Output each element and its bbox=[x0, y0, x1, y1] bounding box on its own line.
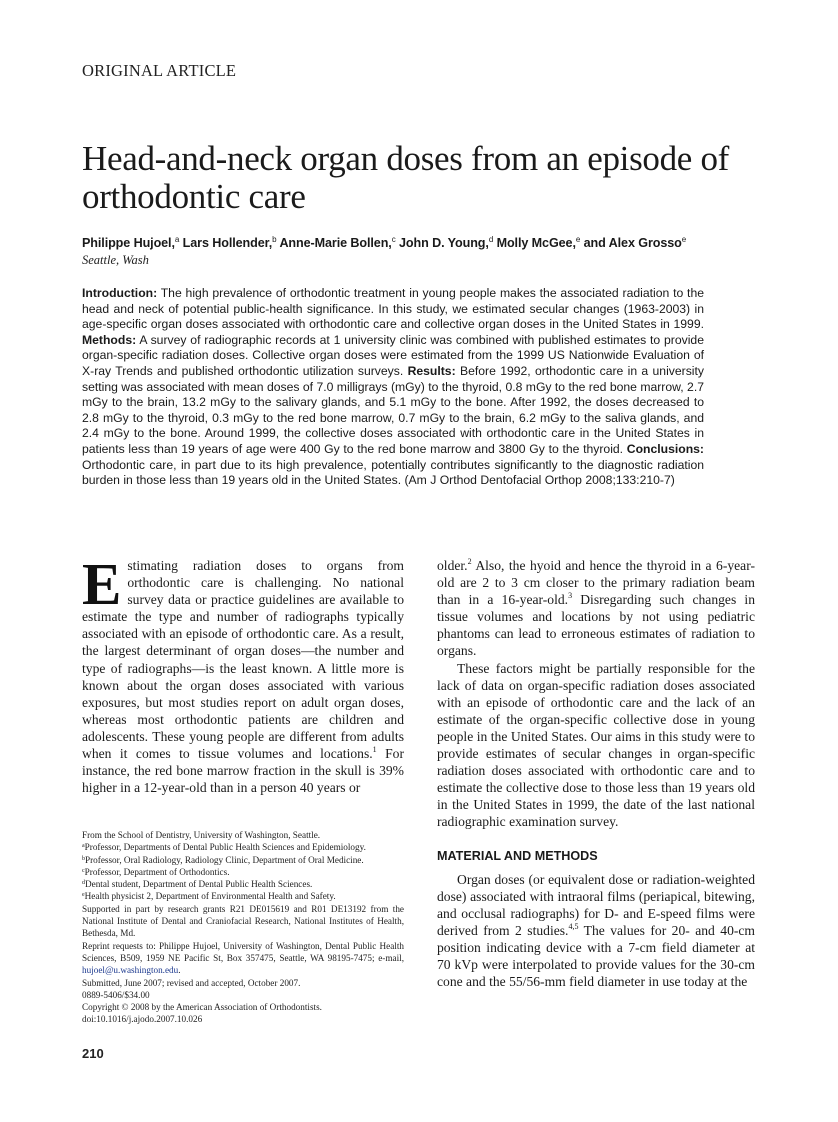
reference-link[interactable]: 1 bbox=[372, 745, 377, 755]
affiliation-mark: d bbox=[82, 880, 85, 887]
abstract-results-label: Results: bbox=[407, 363, 456, 378]
abstract-intro-text: The high prevalence of orthodontic treatment in young people makes the associated radiation to the head and neck of potential public-health significance. In this study, we estimated secular changes (1963-2003) in age-specific organ doses associated with orthodontic care and collective organ doses in the United States in 1999. bbox=[82, 286, 704, 332]
affiliation-mark: b bbox=[82, 855, 85, 862]
body-paragraph bbox=[437, 871, 755, 991]
reprint-text: Reprint requests to: Philippe Hujoel, University of Washington, Dental Public Health Sciences, B509, 1959 NE Pacific St, Box 357475, Seattle, WA 98195-7475; e-mail, bbox=[82, 940, 404, 963]
abstract-methods-label: Methods: bbox=[82, 332, 137, 347]
paragraph-text: Also, the hyoid and hence the thyroid in a 6-year-old are 2 to 3 cm closer to the primary radiation beam than in a 16-year-old. bbox=[437, 558, 755, 608]
abstract-methods-text: A survey of radiographic records at 1 university clinic was combined with published estimates to provide organ-specific radiation doses. Collective organ doses were estimated from the 1999 US Nationwide Evaluation of X-ray Trends and published orthodontic utilization surveys. bbox=[82, 332, 704, 378]
affiliation-mark: c bbox=[391, 235, 396, 244]
footnote-price: 0889-5406/$34.00 bbox=[82, 989, 150, 1000]
author-location: Seattle, Wash bbox=[82, 253, 149, 267]
page-number: 210 bbox=[82, 1046, 104, 1061]
paragraph-text: Disregarding such changes in tissue volumes and locations by not using pediatric phantoms can lead to erroneous estimates of radiation to organs. bbox=[437, 592, 755, 659]
affiliation-mark: c bbox=[82, 867, 85, 874]
footnote-institution: From the School of Dentistry, University of Washington, Seattle. bbox=[82, 830, 321, 840]
affiliation-text: Professor, Departments of Dental Public Health Sciences and Epidemiology. bbox=[84, 842, 366, 853]
abstract bbox=[82, 286, 704, 489]
article-title: Head-and-neck organ doses from an episode of orthodontic care bbox=[82, 139, 730, 216]
reprint-text: . bbox=[178, 965, 181, 976]
author-name: Lars Hollender, bbox=[182, 236, 273, 250]
footnotes bbox=[82, 829, 404, 1026]
drop-cap: E bbox=[82, 551, 122, 617]
author-name: Philippe Hujoel, bbox=[82, 236, 175, 250]
footnote-copyright: Copyright © 2008 by the American Association of Orthodontists. bbox=[82, 1002, 322, 1013]
email-link[interactable]: hujoel@u.washington.edu bbox=[82, 965, 179, 976]
abstract-intro-label: Introduction: bbox=[82, 286, 158, 300]
paragraph-text: stimating radiation doses to organs from orthodontic care is challenging. No national survey data or practice guidelines are available to estimate the type and number of radiographs typically associated with an episode of orthodontic care. As a result, the largest determinant of organ doses—the number and type of radiographs—is the least known. A little more is known about the organ doses associated with various exposures, but most studies report on adult organ doses, whereas most orthodontic patients are children and adolescents. These young people are different from adults when it comes to tissue volumes and locations. bbox=[82, 558, 404, 762]
abstract-conclusions-text: Orthodontic care, in part due to its high prevalence, potentially contributes significantly to the diagnostic radiation burden in those less than 19 years old in the United States. (Am J Orthod Dentofacial Orthop 2008;133:210-7) bbox=[82, 457, 704, 488]
footnote-reprint bbox=[82, 940, 404, 977]
body-column-right bbox=[437, 557, 755, 990]
paragraph-text: The values for 20- and 40-cm position indicating device with a 7-cm field diameter at 70 kVp were interpolated to provide values for the 30-cm cone and the 55/56-mm field diameter in use today at the bbox=[437, 922, 755, 990]
footnote-affiliation bbox=[82, 854, 404, 866]
author-name: John D. Young, bbox=[399, 236, 489, 250]
abstract-conclusions-label: Conclusions: bbox=[626, 441, 704, 456]
affiliation-mark: a bbox=[174, 235, 180, 244]
affiliation-text: Professor, Oral Radiology, Radiology Clinic, Department of Oral Medicine. bbox=[85, 854, 364, 865]
body-paragraph bbox=[82, 551, 404, 796]
footnote-support: Supported in part by research grants R21 DE015619 and R01 DE13192 from the National Institute of Dental and Craniofacial Research, National Institutes of Health, Bethesda, Md. bbox=[82, 903, 404, 939]
footnote-submitted: Submitted, June 2007; revised and accepted, October 2007. bbox=[82, 977, 301, 988]
paragraph-text: older. bbox=[437, 558, 468, 573]
abstract-results-text: Before 1992, orthodontic care in a university setting was associated with mean doses of 7.0 milligrays (mGy) to the thyroid, 0.8 mGy to the red bone marrow, 2.7 mGy to the brain, 13.2 mGy to the salivary glands, and 5.1 mGy to the bone. After 1992, the doses decreased to 2.8 mGy to the thyroid, 0.3 mGy to the red bone marrow, 0.7 mGy to the brain, 6.2 mGy to the saliva glands, and 2.4 mGy to the bone. Around 1999, the collective doses associated with orthodontic care in the United States in patients less than 19 years of age were 400 Gy to the red bone marrow and 3800 Gy to the thyroid. bbox=[82, 363, 704, 456]
paragraph-text: For instance, the red bone marrow fraction in the skull is 39% higher in a 12-year-old than in a person 40 years or bbox=[82, 746, 404, 796]
body-paragraph: These factors might be partially responsible for the lack of data on organ-specific radiation doses associated with an episode of orthodontic care and the lack of an estimate of the organ-specific collective dose in young people in the United States. Our aims in this study were to provide estimates of secular changes in organ-specific radiation doses associated with orthodontic care and to estimate the collective dose to those less than 19 years old in the United States in 1999, the date of the last national radiographic examination survey. bbox=[437, 660, 755, 830]
affiliation-text: Professor, Department of Orthodontics. bbox=[84, 866, 230, 877]
author-name: and Alex Grosso bbox=[583, 236, 682, 250]
footnote-doi: doi:10.1016/j.ajodo.2007.10.026 bbox=[82, 1014, 203, 1025]
affiliation-mark: a bbox=[82, 843, 85, 850]
footnote-affiliation bbox=[82, 841, 404, 853]
affiliation-mark: b bbox=[272, 235, 277, 244]
reference-link[interactable]: 4,5 bbox=[568, 921, 579, 931]
affiliation-mark: d bbox=[488, 235, 494, 244]
author-name: Anne-Marie Bollen, bbox=[279, 236, 392, 250]
author-name: Molly McGee, bbox=[496, 236, 576, 250]
section-label: ORIGINAL ARTICLE bbox=[82, 61, 237, 80]
footnote-affiliation bbox=[82, 890, 404, 902]
reference-link[interactable]: 2 bbox=[467, 557, 472, 566]
affiliation-mark: e bbox=[681, 235, 687, 244]
footnote-affiliation bbox=[82, 878, 404, 890]
footnote-affiliation bbox=[82, 866, 404, 878]
body-paragraph bbox=[437, 557, 755, 660]
affiliation-text: Dental student, Department of Dental Public Health Sciences. bbox=[85, 879, 313, 890]
affiliation-mark: e bbox=[82, 892, 85, 899]
affiliation-mark: e bbox=[575, 235, 581, 244]
author-list bbox=[82, 236, 686, 250]
section-spacer bbox=[437, 831, 755, 848]
affiliation-text: Health physicist 2, Department of Environmental Health and Safety. bbox=[84, 891, 336, 902]
section-heading-methods: MATERIAL AND METHODS bbox=[437, 848, 598, 863]
paragraph-text: Organ doses (or equivalent dose or radiation-weighted dose) associated with intraoral films (periapical, bitewing, and occlusal radiographs) for D- and E-speed films were derived from 2 studies. bbox=[437, 871, 755, 938]
reference-link[interactable]: 3 bbox=[568, 591, 573, 601]
body-column-left bbox=[82, 551, 404, 796]
